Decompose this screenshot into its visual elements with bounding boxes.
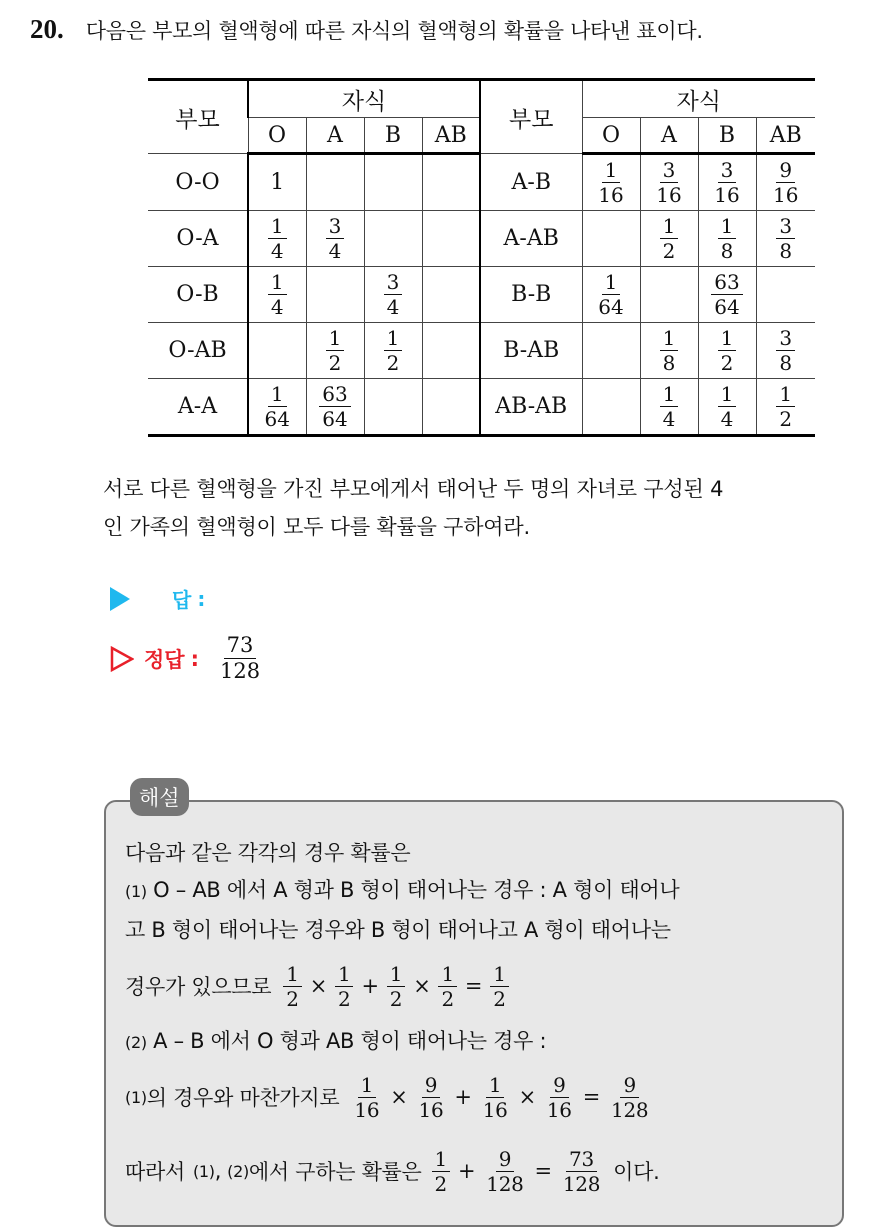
- math-fraction: [480, 1072, 511, 1122]
- fraction-numerator: 3: [718, 160, 737, 183]
- math-fraction: [283, 961, 301, 1011]
- probability-fraction: [776, 384, 795, 429]
- parent-header-left: 부모: [148, 80, 248, 154]
- table-cell: [582, 154, 640, 211]
- parent-combo-cell: O-O: [148, 154, 248, 211]
- table-cell: [306, 379, 364, 436]
- item-marker: (2): [227, 1161, 249, 1181]
- fraction-numerator: 73: [566, 1149, 597, 1172]
- table-cell: [698, 323, 756, 379]
- parent-combo-cell: O-B: [148, 267, 248, 323]
- table-cell: [756, 379, 815, 436]
- fraction-numerator: 9: [496, 1149, 514, 1172]
- fraction-numerator: 1: [387, 964, 405, 987]
- plus-operator: +: [454, 1085, 472, 1109]
- fraction-denominator: 16: [714, 183, 740, 207]
- item-marker: (1): [125, 1087, 147, 1107]
- probability-fraction: [776, 328, 795, 373]
- parent-header-right: 부모: [480, 80, 582, 154]
- probability-fraction: [718, 328, 737, 373]
- type-col-o: O: [582, 118, 640, 154]
- type-col-b: B: [698, 118, 756, 154]
- probability-fraction: [262, 384, 293, 429]
- probability-fraction: [711, 160, 742, 205]
- parent-combo-cell: AB-AB: [480, 379, 582, 436]
- explanation-text: A – B 에서 O 형과 AB 형이 태어나는 경우 :: [146, 1029, 547, 1053]
- fraction-denominator: 16: [773, 183, 799, 207]
- explanation-equation: [125, 949, 835, 1023]
- table-cell: [698, 267, 756, 323]
- table-cell: [756, 154, 815, 211]
- fraction-denominator: 4: [270, 295, 284, 319]
- table-cell: [698, 154, 756, 211]
- fraction-numerator: 1: [326, 328, 345, 351]
- fraction-denominator: 16: [656, 183, 682, 207]
- plus-operator: +: [457, 1159, 476, 1183]
- table-cell: [306, 267, 364, 323]
- fraction-denominator: 16: [482, 1097, 508, 1122]
- explanation-text: 이다.: [613, 1160, 660, 1184]
- fraction-denominator: 16: [598, 183, 624, 207]
- fraction-denominator: 2: [389, 986, 403, 1011]
- table-cell: [248, 154, 306, 211]
- fraction-denominator: 128: [486, 1171, 524, 1196]
- explanation-text: O – AB 에서 A 형과 B 형이 태어나는 경우 : A 형이 태어나: [146, 878, 680, 902]
- table-cell: [640, 154, 698, 211]
- fraction-numerator: 9: [422, 1075, 440, 1098]
- fraction-denominator: 2: [493, 986, 506, 1011]
- solution-label: 정답: [144, 647, 185, 672]
- math-fraction: [483, 1146, 526, 1196]
- table-cell: [422, 323, 480, 379]
- explanation-line: 다음과 같은 각각의 경우 확률은: [125, 841, 411, 865]
- table-cell: [756, 211, 815, 267]
- probability-fraction: [718, 384, 737, 429]
- times-operator: ×: [309, 974, 328, 998]
- fraction-denominator: 64: [264, 407, 290, 431]
- parent-combo-cell: A-A: [148, 379, 248, 436]
- explanation-body: [125, 835, 835, 1209]
- table-cell: [306, 323, 364, 379]
- probability-fraction: [770, 160, 801, 205]
- parent-combo-cell: O-A: [148, 211, 248, 267]
- probability-value: 1: [270, 170, 285, 195]
- probability-fraction: [595, 160, 626, 205]
- fraction-numerator: 1: [776, 384, 795, 407]
- fraction-numerator: 9: [776, 160, 795, 183]
- probability-fraction: [319, 384, 350, 429]
- type-col-b: B: [364, 118, 422, 154]
- math-fraction: [608, 1072, 651, 1122]
- fraction-numerator: 3: [776, 328, 795, 351]
- table-cell: [248, 379, 306, 436]
- answer-colon: :: [197, 586, 206, 611]
- fraction-numerator: 1: [602, 160, 621, 183]
- fraction-denominator: 64: [714, 295, 740, 319]
- type-col-a: A: [306, 118, 364, 154]
- item-marker: (1): [192, 1161, 215, 1181]
- table-cell: [364, 211, 422, 267]
- question-text: 다음은 부모의 혈액형에 따른 자식의 혈액형의 확률을 나타낸 표이다.: [85, 19, 703, 43]
- math-fraction: [387, 961, 405, 1011]
- table-cell: [756, 267, 815, 323]
- explanation-text: 에서 구하는 확률은: [248, 1160, 422, 1184]
- probability-fraction: [653, 160, 684, 205]
- math-fraction: [438, 961, 456, 1011]
- parent-combo-cell: B-AB: [480, 323, 582, 379]
- parent-combo-cell: A-AB: [480, 211, 582, 267]
- table-cell: [582, 211, 640, 267]
- fraction-denominator: 16: [418, 1097, 444, 1122]
- table-cell: [640, 379, 698, 436]
- fraction-numerator: 1: [660, 384, 679, 407]
- child-header-right: 자식: [582, 80, 815, 118]
- probability-fraction: [268, 216, 287, 261]
- problem-statement: [103, 470, 863, 546]
- blood-type-table: [148, 78, 815, 437]
- fraction-denominator: 2: [662, 239, 676, 263]
- fraction-numerator: 1: [486, 1075, 504, 1098]
- fraction-numerator: 3: [384, 272, 403, 295]
- table-cell: [422, 379, 480, 436]
- fraction-numerator: 1: [602, 272, 621, 295]
- explanation-line: [125, 871, 835, 911]
- fraction-denominator: 8: [779, 239, 793, 263]
- table-cell: [756, 323, 815, 379]
- math-fraction: [416, 1072, 447, 1122]
- math-fraction: [335, 961, 353, 1011]
- type-col-o: O: [248, 118, 306, 154]
- probability-fraction: [776, 216, 795, 261]
- table-cell: [640, 323, 698, 379]
- fraction-denominator: 2: [779, 407, 793, 431]
- times-operator: ×: [413, 974, 431, 998]
- fraction-numerator: 1: [268, 384, 287, 407]
- probability-fraction: [326, 328, 345, 373]
- fraction-numerator: 1: [335, 964, 353, 987]
- fraction-denominator: 4: [328, 239, 342, 263]
- probability-fraction: [384, 272, 403, 317]
- fraction-denominator: 2: [434, 1171, 447, 1196]
- fraction-denominator: 2: [720, 351, 734, 375]
- type-col-ab: AB: [422, 118, 480, 154]
- explanation-equation: [125, 1061, 835, 1133]
- equals-operator: =: [534, 1159, 552, 1183]
- parent-combo-cell: A-B: [480, 154, 582, 211]
- table-cell: [364, 379, 422, 436]
- math-fraction: [544, 1072, 575, 1122]
- fraction-numerator: 1: [718, 328, 737, 351]
- explanation-text: 의 경우와 마찬가지로: [146, 1086, 340, 1110]
- question-header: [30, 14, 703, 45]
- answer-label: 답: [172, 588, 192, 612]
- explanation-line: 고 B 형이 태어나는 경우와 B 형이 태어나고 A 형이 태어나는: [125, 918, 671, 942]
- fraction-denominator: 4: [662, 407, 676, 431]
- table-cell: [422, 211, 480, 267]
- table-cell: [306, 154, 364, 211]
- table-cell: [364, 267, 422, 323]
- table-cell: [248, 211, 306, 267]
- probability-fraction: [384, 328, 403, 373]
- probability-fraction: [660, 216, 679, 261]
- table-cell: [582, 267, 640, 323]
- fraction-denominator: 16: [546, 1097, 572, 1122]
- plus-operator: +: [361, 974, 379, 998]
- fraction-denominator: 2: [441, 986, 454, 1011]
- table-row: [148, 267, 815, 323]
- parent-combo-cell: O-AB: [148, 323, 248, 379]
- problem-line: 인 가족의 혈액형이 모두 다를 확률을 구하여라.: [103, 515, 530, 539]
- fraction-numerator: 1: [490, 964, 508, 987]
- fraction-numerator: 3: [776, 216, 795, 239]
- fraction-denominator: 8: [662, 351, 676, 375]
- fraction-denominator: 4: [720, 407, 734, 431]
- fraction-numerator: 1: [660, 328, 679, 351]
- answer-row: [110, 584, 205, 613]
- fraction-denominator: 8: [720, 239, 734, 263]
- fraction-denominator: 2: [286, 986, 299, 1011]
- fraction-numerator: 1: [660, 216, 679, 239]
- fraction-numerator: 1: [268, 272, 287, 295]
- probability-fraction: [268, 272, 287, 317]
- table-row: [148, 379, 815, 436]
- probability-fraction: [660, 384, 679, 429]
- table-cell: [248, 323, 306, 379]
- table-cell: [698, 211, 756, 267]
- outline-triangle-icon: [110, 646, 134, 672]
- fraction-denominator: 2: [328, 351, 342, 375]
- fraction-numerator: 73: [224, 635, 257, 659]
- probability-fraction: [718, 216, 737, 261]
- fraction-denominator: 2: [386, 351, 400, 375]
- play-triangle-icon: [110, 587, 130, 611]
- math-fraction: [351, 1072, 382, 1122]
- table-row: [148, 154, 815, 211]
- table-cell: [248, 267, 306, 323]
- item-marker: (1): [125, 882, 147, 901]
- fraction-numerator: 9: [620, 1075, 638, 1098]
- table-row: [148, 211, 815, 267]
- fraction-denominator: 4: [270, 239, 284, 263]
- fraction-numerator: 1: [718, 384, 737, 407]
- solution-row: [110, 635, 263, 682]
- table-cell: [698, 379, 756, 436]
- solution-colon: :: [190, 646, 199, 671]
- fraction-numerator: 1: [432, 1149, 450, 1172]
- fraction-numerator: 1: [384, 328, 403, 351]
- table-cell: [422, 267, 480, 323]
- fraction-denominator: 128: [219, 659, 261, 683]
- probability-fraction: [326, 216, 345, 261]
- fraction-denominator: 2: [338, 986, 351, 1011]
- math-fraction: [560, 1146, 603, 1196]
- problem-line: 서로 다른 혈액형을 가진 부모에게서 태어난 두 명의 자녀로 구성된 4: [103, 477, 724, 501]
- times-operator: ×: [518, 1085, 536, 1109]
- table-cell: [640, 267, 698, 323]
- question-number: 20.: [30, 14, 64, 44]
- table-cell: [422, 154, 480, 211]
- explanation-equation: [125, 1133, 835, 1209]
- fraction-numerator: 1: [268, 216, 287, 239]
- explanation-text: 따라서: [125, 1160, 185, 1184]
- fraction-numerator: 1: [358, 1075, 376, 1098]
- probability-fraction: [595, 272, 626, 317]
- probability-fraction: [711, 272, 742, 317]
- table-cell: [640, 211, 698, 267]
- fraction-numerator: 63: [711, 272, 742, 295]
- table-row: [148, 323, 815, 379]
- table-cell: [364, 154, 422, 211]
- fraction-denominator: 128: [562, 1171, 601, 1196]
- table-cell: [582, 323, 640, 379]
- fraction-numerator: 63: [319, 384, 350, 407]
- solution-fraction: [217, 635, 263, 682]
- fraction-denominator: 4: [386, 295, 400, 319]
- times-operator: ×: [390, 1085, 408, 1109]
- fraction-numerator: 3: [326, 216, 345, 239]
- table-cell: [364, 323, 422, 379]
- fraction-numerator: 1: [718, 216, 737, 239]
- explanation-line: [125, 1023, 835, 1061]
- probability-fraction: [660, 328, 679, 373]
- explanation-text: 경우가 있으므로: [125, 975, 272, 999]
- equals-operator: =: [464, 974, 483, 998]
- fraction-denominator: 64: [322, 407, 348, 431]
- parent-combo-cell: B-B: [480, 267, 582, 323]
- fraction-numerator: 3: [660, 160, 679, 183]
- math-fraction: [432, 1146, 450, 1196]
- fraction-numerator: 1: [283, 964, 301, 987]
- fraction-denominator: 128: [611, 1097, 649, 1122]
- item-marker: (2): [125, 1033, 147, 1052]
- explanation-tag: 해설: [130, 778, 189, 816]
- type-col-a: A: [640, 118, 698, 154]
- table-cell: [582, 379, 640, 436]
- explanation-text: ,: [214, 1159, 222, 1183]
- fraction-denominator: 8: [779, 351, 793, 375]
- fraction-numerator: 1: [438, 964, 456, 987]
- fraction-denominator: 16: [354, 1097, 380, 1122]
- child-header-left: 자식: [248, 80, 480, 118]
- type-col-ab: AB: [756, 118, 815, 154]
- fraction-denominator: 64: [598, 295, 624, 319]
- fraction-numerator: 9: [550, 1075, 568, 1098]
- math-fraction: [490, 961, 508, 1011]
- table-body: [148, 154, 815, 436]
- table-cell: [306, 211, 364, 267]
- equals-operator: =: [582, 1085, 601, 1109]
